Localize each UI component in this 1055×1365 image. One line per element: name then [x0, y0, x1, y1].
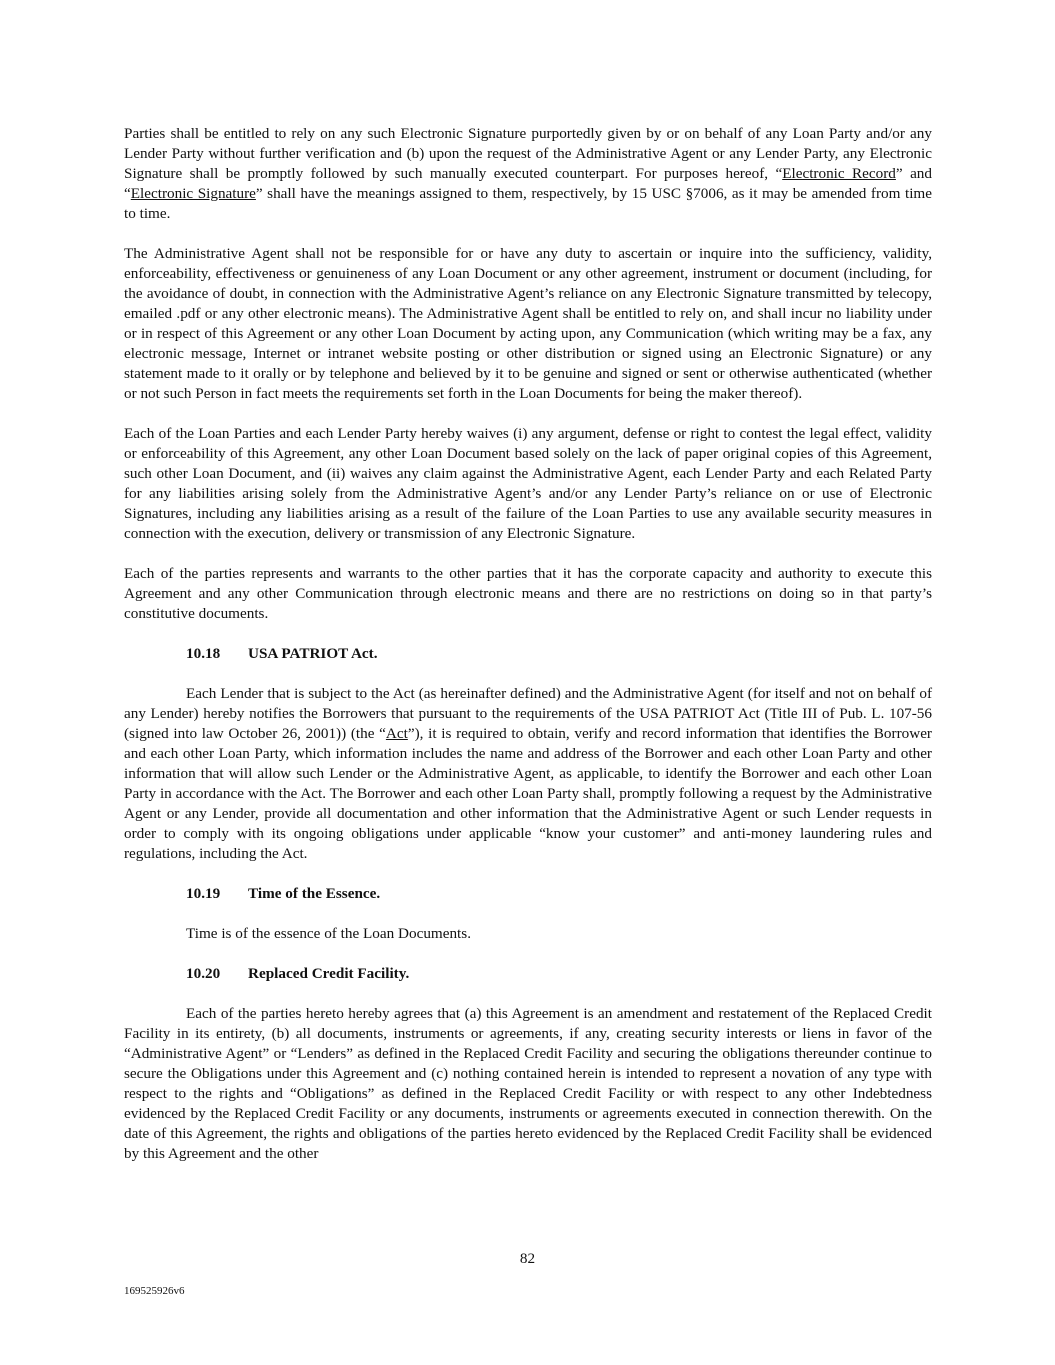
defined-term-electronic-signature: Electronic Signature [130, 185, 256, 202]
section-title: Replaced Credit Facility. [248, 965, 410, 982]
section-heading-10-19 [124, 884, 932, 904]
section-number: 10.20 [186, 965, 221, 982]
document-id: 169525926v6 [124, 1285, 185, 1297]
section-number: 10.18 [186, 645, 221, 662]
section-title: USA PATRIOT Act. [248, 645, 378, 662]
section-title: Time of the Essence. [248, 885, 381, 902]
paragraph-agent-responsibility: The Administrative Agent shall not be responsible for or have any duty to ascertain or inquire into the sufficiency, validity, enforceability, effectiveness or genuineness of any Loan Document or any other agreement, instrument or document (including, for the avoidance of doubt, in connection with the Administrative Agent’s reliance on any Electronic Signature transmitted by telecopy, emailed .pdf or any other electronic means). The Administrative Agent shall be entitled to rely on, and shall incur no liability under or in respect of this Agreement or any other Loan Document by acting upon, any Communication (which writing may be a fax, any electronic message, Internet or intranet website posting or other distribution or signed using an Electronic Signature) or any statement made to it orally or by telephone and believed by it to be genuine and signed or sent or otherwise authenticated (whether or not such Person in fact meets the requirements set forth in the Loan Documents for being the maker thereof). [124, 245, 932, 402]
paragraph-text: Each Lender that is subject to the Act (as hereinafter defined) and the Administrative Agent (for itself and not on behalf of any Lender) hereby notifies the Borrowers that pursuant to the requirements of the USA PATRIOT Act (Title III of Pub. L. 107-56 (signed into law October 26, 2001)) (the “ [124, 685, 932, 742]
section-heading-10-18 [124, 644, 932, 664]
paragraph-text: ” shall have the meanings assigned to them, respectively, by 15 USC §7006, as it may be amended from time to time. [124, 185, 932, 222]
defined-term-electronic-record: Electronic Record [782, 165, 896, 182]
document-body [124, 124, 932, 1184]
section-body-10-20: Each of the parties hereto hereby agrees that (a) this Agreement is an amendment and restatement of the Replaced Credit Facility in its entirety, (b) all documents, instruments or agreements, if any, creating security interests or liens in favor of the “Administrative Agent” or “Lenders” as defined in the Replaced Credit Facility and securing the obligations thereunder continue to secure the Obligations under this Agreement and (c) nothing contained herein is intended to represent a novation of any type with respect to the rights and “Obligations” as defined in the Replaced Credit Facility or with respect to any other Indebtedness evidenced by the Replaced Credit Facility or any documents, instruments or agreements executed in connection therewith. On the date of this Agreement, the rights and obligations of the parties hereto evidenced by the Replaced Credit Facility shall be evidenced by this Agreement and the other [124, 1005, 932, 1162]
page-number: 82 [519, 1250, 536, 1267]
defined-term-act: Act [385, 725, 408, 742]
section-number: 10.19 [186, 885, 221, 902]
paragraph-waiver: Each of the Loan Parties and each Lender Party hereby waives (i) any argument, defense or right to contest the legal effect, validity or enforceability of this Agreement, any other Loan Document based solely on the lack of paper original copies of this Agreement, such other Loan Document, and (ii) waives any claim against the Administrative Agent, each Lender Party and each Related Party for any liabilities arising solely from the Administrative Agent’s and/or any Lender Party’s reliance on or use of Electronic Signatures, including any liabilities arising as a result of the failure of the Loan Parties to use any available security measures in connection with the execution, delivery or transmission of any Electronic Signature. [124, 425, 932, 542]
paragraph-text: ” and “ [124, 165, 932, 202]
section-heading-10-20 [124, 964, 932, 984]
paragraph-electronic-signature-reliance [124, 124, 932, 224]
section-body-10-18 [124, 684, 932, 864]
paragraph-text: Parties shall be entitled to rely on any such Electronic Signature purportedly given by or on behalf of any Loan Party and/or any Lender Party without further verification and (b) upon the request of the Administrative Agent or any Lender Party, any Electronic Signature shall be promptly followed by such manually executed counterpart. For purposes hereof, “ [124, 125, 932, 182]
section-body-10-19: Time is of the essence of the Loan Documents. [186, 925, 471, 942]
paragraph-text: ”), it is required to obtain, verify and record information that identifies the Borrower and each other Loan Party, which information includes the name and address of the Borrower and each other Loan Party and other information that will allow such Lender or the Administrative Agent, as applicable, to identify the Borrower and each other Loan Party in accordance with the Act. The Borrower and each other Loan Party shall, promptly following a request by the Administrative Agent or any Lender, provide all documentation and other information that the Administrative Agent or such Lender requests in order to comply with its ongoing obligations under applicable “know your customer” and anti-money laundering rules and regulations, including the Act. [124, 725, 932, 862]
paragraph-representations: Each of the parties represents and warrants to the other parties that it has the corporate capacity and authority to execute this Agreement and any other Communication through electronic means and there are no restrictions on doing so in that party’s constitutive documents. [124, 565, 932, 622]
